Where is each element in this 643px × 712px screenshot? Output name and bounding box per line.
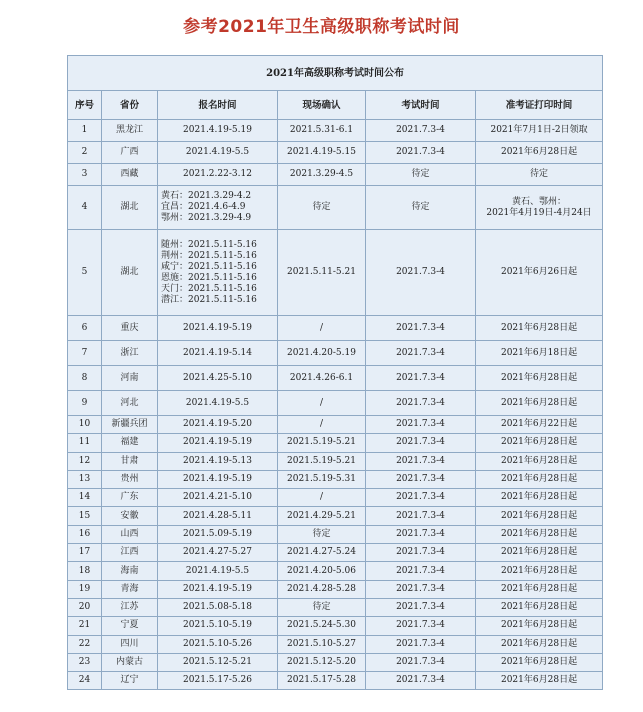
cell-onsite-confirm: 2021.5.24-5.30 — [278, 617, 366, 635]
cell-register-time: 2021.4.19-5.14 — [158, 341, 278, 366]
cell-onsite-confirm: 待定 — [278, 598, 366, 616]
cell-register-time: 2021.4.19-5.19 — [158, 120, 278, 142]
cell-no: 16 — [68, 525, 102, 543]
cell-exam-time: 2021.7.3-4 — [366, 434, 476, 452]
table-row — [68, 120, 603, 142]
cell-onsite-confirm: 2021.4.29-5.21 — [278, 507, 366, 525]
cell-exam-time: 2021.7.3-4 — [366, 316, 476, 341]
cell-province: 安徽 — [102, 507, 158, 525]
cell-exam-time: 待定 — [366, 164, 476, 186]
table-row — [68, 507, 603, 525]
cell-exam-time: 2021.7.3-4 — [366, 452, 476, 470]
cell-province: 广东 — [102, 489, 158, 507]
cell-ticket-print-time — [476, 186, 603, 230]
table-row — [68, 562, 603, 580]
cell-register-time: 2021.4.19-5.13 — [158, 452, 278, 470]
column-header-exam: 考试时间 — [366, 91, 476, 120]
table-caption: 2021年高级职称考试时间公布 — [68, 56, 603, 91]
cell-no: 12 — [68, 452, 102, 470]
cell-register-time: 2021.5.10-5.19 — [158, 617, 278, 635]
table-row — [68, 316, 603, 341]
exam-schedule-table — [67, 55, 603, 690]
cell-onsite-confirm: / — [278, 489, 366, 507]
cell-exam-time: 2021.7.3-4 — [366, 525, 476, 543]
cell-no: 4 — [68, 186, 102, 230]
cell-exam-time: 2021.7.3-4 — [366, 562, 476, 580]
table-row — [68, 617, 603, 635]
cell-no: 1 — [68, 120, 102, 142]
cell-ticket-print-time: 2021年6月28日起 — [476, 525, 603, 543]
cell-no: 5 — [68, 230, 102, 316]
cell-register-time: 2021.4.19-5.19 — [158, 470, 278, 488]
cell-register-time — [158, 186, 278, 230]
page-title: 参考2021年卫生高级职称考试时间 — [183, 17, 460, 37]
cell-onsite-confirm: 2021.5.11-5.21 — [278, 230, 366, 316]
cell-no: 3 — [68, 164, 102, 186]
cell-province: 浙江 — [102, 341, 158, 366]
cell-register-time: 2021.4.19-5.19 — [158, 580, 278, 598]
cell-ticket-print-time: 2021年6月28日起 — [476, 562, 603, 580]
cell-province: 宁夏 — [102, 617, 158, 635]
cell-ticket-print-time: 2021年6月28日起 — [476, 653, 603, 671]
table-row — [68, 653, 603, 671]
cell-province: 内蒙古 — [102, 653, 158, 671]
cell-onsite-confirm: 2021.5.10-5.27 — [278, 635, 366, 653]
cell-no: 15 — [68, 507, 102, 525]
cell-onsite-confirm: 2021.5.17-5.28 — [278, 672, 366, 690]
cell-ticket-print-time: 2021年6月28日起 — [476, 580, 603, 598]
cell-ticket-print-time: 2021年6月28日起 — [476, 316, 603, 341]
cell-register-time: 2021.2.22-3.12 — [158, 164, 278, 186]
table-row — [68, 391, 603, 416]
table-row — [68, 470, 603, 488]
cell-onsite-confirm: 2021.4.27-5.24 — [278, 544, 366, 562]
cell-register-time: 2021.5.10-5.26 — [158, 635, 278, 653]
column-header-no: 序号 — [68, 91, 102, 120]
cell-no: 8 — [68, 366, 102, 391]
cell-register-time-line: 潜江：2021.5.11-5.16 — [161, 294, 257, 305]
cell-no: 7 — [68, 341, 102, 366]
cell-register-time-line: 黄石：2021.3.29-4.2 — [161, 191, 252, 201]
cell-ticket-print-time: 待定 — [476, 164, 603, 186]
table-row — [68, 635, 603, 653]
cell-province: 辽宁 — [102, 672, 158, 690]
cell-register-time: 2021.4.28-5.11 — [158, 507, 278, 525]
cell-exam-time: 2021.7.3-4 — [366, 230, 476, 316]
cell-ticket-print-time-line: 2021年4月19日-4月24日 — [486, 207, 592, 218]
table-row — [68, 525, 603, 543]
cell-no: 13 — [68, 470, 102, 488]
cell-no: 6 — [68, 316, 102, 341]
cell-no: 24 — [68, 672, 102, 690]
cell-register-time-line: 宜昌：2021.4.6-4.9 — [161, 202, 246, 212]
cell-onsite-confirm: 2021.3.29-4.5 — [278, 164, 366, 186]
cell-register-time: 2021.5.12-5.21 — [158, 653, 278, 671]
cell-exam-time: 2021.7.3-4 — [366, 635, 476, 653]
column-header-province: 省份 — [102, 91, 158, 120]
cell-onsite-confirm: 2021.5.19-5.31 — [278, 470, 366, 488]
cell-exam-time: 2021.7.3-4 — [366, 580, 476, 598]
cell-province: 河北 — [102, 391, 158, 416]
table-header-row — [68, 91, 603, 120]
cell-exam-time: 2021.7.3-4 — [366, 617, 476, 635]
cell-register-time: 2021.4.21-5.10 — [158, 489, 278, 507]
cell-exam-time: 2021.7.3-4 — [366, 416, 476, 434]
cell-exam-time: 待定 — [366, 186, 476, 230]
cell-register-time-line: 随州：2021.5.11-5.16 — [161, 239, 257, 250]
cell-onsite-confirm: 2021.4.26-6.1 — [278, 366, 366, 391]
column-header-confirm: 现场确认 — [278, 91, 366, 120]
cell-province: 四川 — [102, 635, 158, 653]
cell-province: 山西 — [102, 525, 158, 543]
cell-ticket-print-time: 2021年6月28日起 — [476, 142, 603, 164]
cell-ticket-print-time: 2021年6月28日起 — [476, 672, 603, 690]
cell-no: 23 — [68, 653, 102, 671]
cell-register-time: 2021.5.17-5.26 — [158, 672, 278, 690]
table-row — [68, 489, 603, 507]
cell-exam-time: 2021.7.3-4 — [366, 470, 476, 488]
table-row — [68, 341, 603, 366]
cell-province: 青海 — [102, 580, 158, 598]
cell-onsite-confirm: 待定 — [278, 525, 366, 543]
cell-no: 21 — [68, 617, 102, 635]
cell-ticket-print-time: 2021年6月28日起 — [476, 391, 603, 416]
cell-exam-time: 2021.7.3-4 — [366, 366, 476, 391]
cell-exam-time: 2021.7.3-4 — [366, 120, 476, 142]
cell-province: 河南 — [102, 366, 158, 391]
cell-ticket-print-time: 2021年6月28日起 — [476, 617, 603, 635]
cell-register-time: 2021.4.19-5.20 — [158, 416, 278, 434]
cell-ticket-print-time: 2021年6月18日起 — [476, 341, 603, 366]
cell-province: 江苏 — [102, 598, 158, 616]
cell-ticket-print-time: 2021年6月28日起 — [476, 489, 603, 507]
cell-ticket-print-time: 2021年6月22日起 — [476, 416, 603, 434]
cell-no: 14 — [68, 489, 102, 507]
table-row — [68, 544, 603, 562]
table-row — [68, 186, 603, 230]
cell-no: 11 — [68, 434, 102, 452]
table-row — [68, 416, 603, 434]
cell-onsite-confirm: 待定 — [278, 186, 366, 230]
table-row — [68, 164, 603, 186]
cell-ticket-print-time: 2021年6月28日起 — [476, 452, 603, 470]
cell-register-time: 2021.4.19-5.5 — [158, 142, 278, 164]
table-row — [68, 672, 603, 690]
cell-exam-time: 2021.7.3-4 — [366, 142, 476, 164]
cell-onsite-confirm: 2021.4.20-5.19 — [278, 341, 366, 366]
cell-province: 海南 — [102, 562, 158, 580]
cell-province: 江西 — [102, 544, 158, 562]
cell-province: 重庆 — [102, 316, 158, 341]
cell-ticket-print-time: 2021年7月1日-2日领取 — [476, 120, 603, 142]
cell-province: 湖北 — [102, 186, 158, 230]
cell-onsite-confirm: 2021.5.31-6.1 — [278, 120, 366, 142]
column-header-register: 报名时间 — [158, 91, 278, 120]
table-row — [68, 598, 603, 616]
cell-ticket-print-time: 2021年6月28日起 — [476, 635, 603, 653]
cell-exam-time: 2021.7.3-4 — [366, 544, 476, 562]
cell-exam-time: 2021.7.3-4 — [366, 598, 476, 616]
cell-ticket-print-time: 2021年6月28日起 — [476, 434, 603, 452]
cell-ticket-print-time: 2021年6月28日起 — [476, 366, 603, 391]
cell-register-time: 2021.4.25-5.10 — [158, 366, 278, 391]
cell-onsite-confirm: 2021.5.19-5.21 — [278, 434, 366, 452]
cell-register-time: 2021.4.19-5.5 — [158, 562, 278, 580]
cell-no: 10 — [68, 416, 102, 434]
cell-province: 黑龙江 — [102, 120, 158, 142]
cell-province: 湖北 — [102, 230, 158, 316]
cell-register-time: 2021.4.19-5.19 — [158, 316, 278, 341]
cell-onsite-confirm: 2021.4.28-5.28 — [278, 580, 366, 598]
cell-province: 西藏 — [102, 164, 158, 186]
cell-register-time-line: 咸宁：2021.5.11-5.16 — [161, 261, 257, 272]
cell-ticket-print-time: 2021年6月28日起 — [476, 470, 603, 488]
cell-ticket-print-time: 2021年6月26日起 — [476, 230, 603, 316]
table-row — [68, 580, 603, 598]
cell-exam-time: 2021.7.3-4 — [366, 507, 476, 525]
cell-no: 2 — [68, 142, 102, 164]
cell-exam-time: 2021.7.3-4 — [366, 341, 476, 366]
cell-register-time: 2021.4.27-5.27 — [158, 544, 278, 562]
table-row — [68, 142, 603, 164]
cell-onsite-confirm: / — [278, 416, 366, 434]
cell-ticket-print-time: 2021年6月28日起 — [476, 598, 603, 616]
table-row — [68, 434, 603, 452]
cell-register-time-line: 荆州：2021.5.11-5.16 — [161, 250, 257, 261]
cell-register-time-line: 恩施：2021.5.11-5.16 — [161, 272, 257, 283]
cell-province: 甘肃 — [102, 452, 158, 470]
cell-onsite-confirm: 2021.5.12-5.20 — [278, 653, 366, 671]
cell-no: 18 — [68, 562, 102, 580]
cell-no: 22 — [68, 635, 102, 653]
cell-onsite-confirm: 2021.4.20-5.06 — [278, 562, 366, 580]
cell-province: 新疆兵团 — [102, 416, 158, 434]
cell-register-time-line: 鄂州：2021.3.29-4.9 — [161, 213, 252, 223]
table-row — [68, 230, 603, 316]
cell-exam-time: 2021.7.3-4 — [366, 653, 476, 671]
cell-ticket-print-time-line: 黄石、鄂州： — [512, 196, 567, 207]
table-row — [68, 366, 603, 391]
cell-province: 福建 — [102, 434, 158, 452]
cell-exam-time: 2021.7.3-4 — [366, 391, 476, 416]
cell-exam-time: 2021.7.3-4 — [366, 489, 476, 507]
cell-ticket-print-time: 2021年6月28日起 — [476, 544, 603, 562]
cell-onsite-confirm: 2021.4.19-5.15 — [278, 142, 366, 164]
cell-no: 17 — [68, 544, 102, 562]
cell-register-time: 2021.4.19-5.19 — [158, 434, 278, 452]
cell-no: 9 — [68, 391, 102, 416]
cell-province: 贵州 — [102, 470, 158, 488]
cell-no: 19 — [68, 580, 102, 598]
cell-register-time-line: 天门：2021.5.11-5.16 — [161, 283, 257, 294]
cell-register-time: 2021.5.09-5.19 — [158, 525, 278, 543]
column-header-ticket: 准考证打印时间 — [476, 91, 603, 120]
cell-register-time: 2021.4.19-5.5 — [158, 391, 278, 416]
cell-exam-time: 2021.7.3-4 — [366, 672, 476, 690]
cell-register-time: 2021.5.08-5.18 — [158, 598, 278, 616]
cell-province: 广西 — [102, 142, 158, 164]
cell-register-time — [158, 230, 278, 316]
cell-onsite-confirm: / — [278, 316, 366, 341]
cell-no: 20 — [68, 598, 102, 616]
table-row — [68, 452, 603, 470]
cell-onsite-confirm: / — [278, 391, 366, 416]
cell-ticket-print-time: 2021年6月28日起 — [476, 507, 603, 525]
cell-onsite-confirm: 2021.5.19-5.21 — [278, 452, 366, 470]
